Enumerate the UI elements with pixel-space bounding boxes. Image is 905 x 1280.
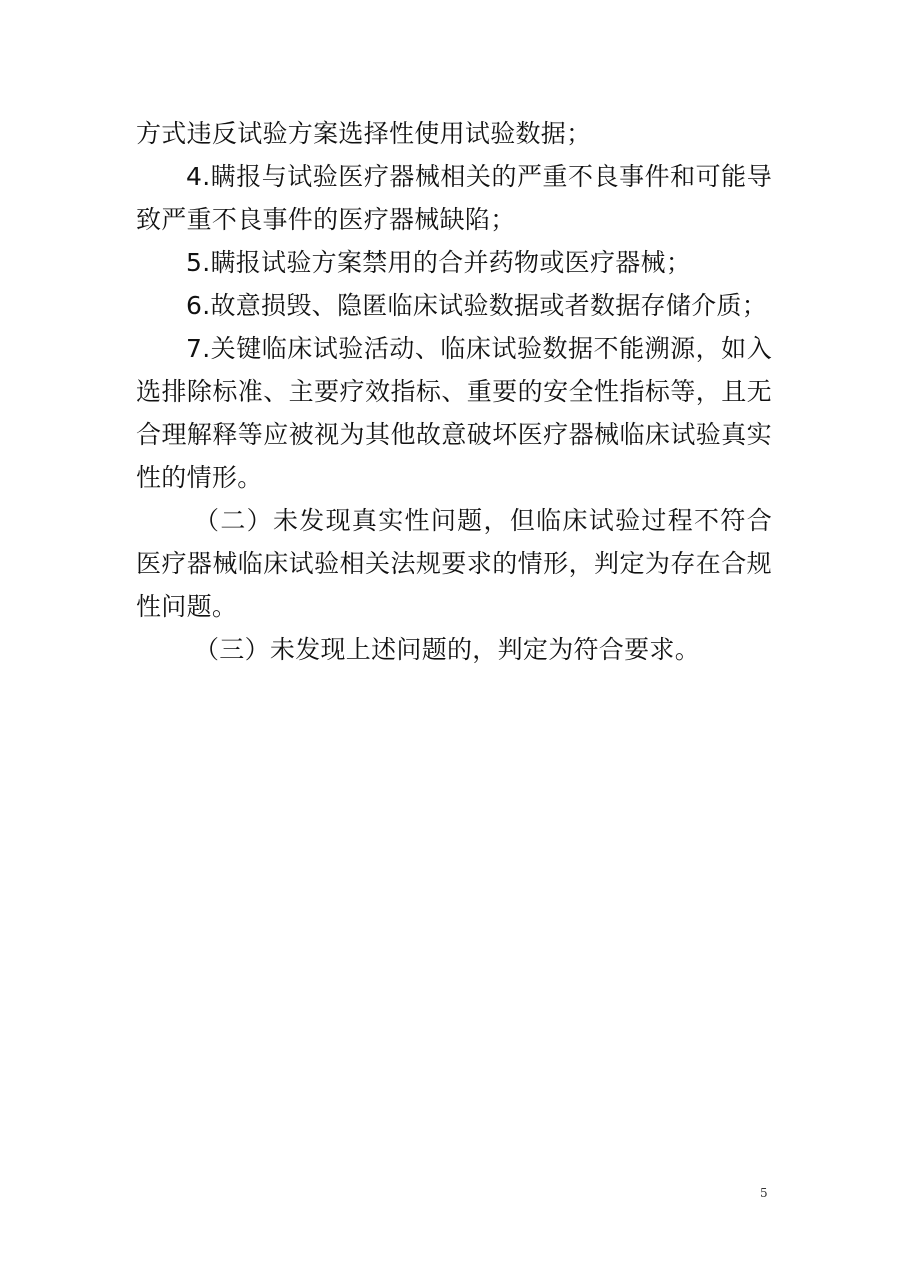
paragraph-section-3: （三）未发现上述问题的，判定为符合要求。	[194, 635, 701, 664]
page-number: 5	[760, 1186, 768, 1200]
paragraph-section-2: （二）未发现真实性问题，但临床试验过程不符合医疗器械临床试验相关法规要求的情形，判定为存在合规性问题。	[136, 506, 772, 621]
paragraph-item-4: 4.瞒报与试验医疗器械相关的严重不良事件和可能导致严重不良事件的医疗器械缺陷；	[136, 162, 772, 234]
paragraph-continuation: 方式违反试验方案选择性使用试验数据；	[136, 119, 592, 148]
paragraph-item-5: 5.瞒报试验方案禁用的合并药物或医疗器械；	[186, 248, 692, 277]
document-body	[136, 112, 772, 671]
paragraph-item-6: 6.故意损毁、隐匿临床试验数据或者数据存储介质；	[186, 291, 768, 320]
paragraph-item-7: 7.关键临床试验活动、临床试验数据不能溯源，如入选排除标准、主要疗效指标、重要的安全性指标等，且无合理解释等应被视为其他故意破坏医疗器械临床试验真实性的情形。	[136, 334, 772, 492]
